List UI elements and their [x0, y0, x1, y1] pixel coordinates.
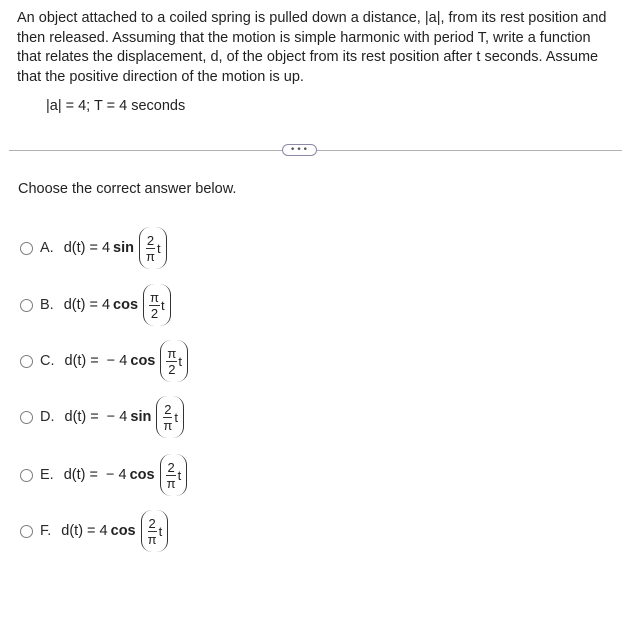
more-button[interactable]: ••• [282, 144, 317, 156]
time-variable: t [178, 353, 182, 369]
radio-f[interactable] [20, 525, 33, 538]
time-variable: t [161, 297, 165, 313]
option-f[interactable] [20, 509, 168, 553]
option-expression [65, 396, 184, 438]
fraction [147, 516, 158, 547]
option-letter: C. [40, 353, 55, 369]
function-name: cos [110, 523, 136, 539]
radio-d[interactable] [20, 411, 33, 424]
answer-prompt: Choose the correct answer below. [18, 181, 237, 197]
fraction-denominator: π [166, 475, 176, 491]
fraction-denominator: π [147, 531, 157, 547]
option-letter: E. [40, 467, 54, 483]
fraction-denominator: 2 [168, 361, 176, 377]
option-e[interactable] [20, 453, 187, 497]
parenthesized-argument [156, 396, 184, 438]
option-c[interactable] [20, 339, 188, 383]
time-variable: t [177, 467, 182, 483]
function-name: sin [113, 240, 134, 256]
fraction-denominator: π [163, 417, 173, 433]
fraction-numerator: 2 [146, 232, 155, 248]
option-letter: A. [40, 240, 54, 256]
expression-lhs: d(t) = − 4 [63, 467, 127, 483]
parenthesized-argument [160, 340, 188, 382]
parenthesized-argument [160, 454, 188, 496]
fraction-numerator: π [150, 289, 160, 305]
time-variable: t [156, 240, 161, 256]
question-text: An object attached to a coiled spring is pulled down a distance, |a|, from its rest position and then released. Assuming that the motion is simple harmonic with period T, write a function that relates the displacement, d, of the object from its rest position after t seconds. Assume that the positive direction of the motion is up. [17, 10, 607, 85]
expression-lhs: d(t) = − 4 [64, 353, 128, 369]
function-name: cos [129, 467, 155, 483]
function-name: cos [113, 297, 139, 313]
option-b[interactable] [20, 283, 171, 327]
fraction-denominator: π [146, 248, 155, 264]
radio-c[interactable] [20, 355, 33, 368]
time-variable: t [174, 409, 178, 425]
option-d[interactable] [20, 395, 184, 439]
function-name: sin [130, 409, 152, 425]
option-letter: D. [40, 409, 55, 425]
option-expression [65, 340, 188, 382]
fraction-numerator: π [167, 345, 177, 361]
fraction-numerator: 2 [167, 459, 175, 475]
fraction [166, 460, 177, 491]
expression-lhs: d(t) = 4 [61, 523, 108, 539]
option-expression [64, 284, 171, 326]
parenthesized-argument [139, 227, 167, 269]
fraction-numerator: 2 [164, 401, 172, 417]
fraction-numerator: 2 [148, 515, 156, 531]
expression-lhs: d(t) = 4 [63, 297, 111, 313]
option-expression [64, 454, 187, 496]
option-a[interactable] [20, 226, 167, 270]
time-variable: t [158, 523, 163, 539]
fraction [149, 290, 160, 321]
option-letter: B. [40, 297, 54, 313]
expression-lhs: d(t) = 4 [63, 240, 111, 256]
function-name: cos [130, 353, 156, 369]
parenthesized-argument [141, 510, 169, 552]
option-letter: F. [40, 523, 52, 539]
radio-b[interactable] [20, 299, 33, 312]
option-expression [64, 227, 167, 269]
fraction [162, 402, 173, 433]
fraction [166, 346, 177, 377]
option-expression [61, 510, 168, 552]
radio-e[interactable] [20, 469, 33, 482]
parenthesized-argument [143, 284, 171, 326]
radio-a[interactable] [20, 242, 33, 255]
fraction [145, 233, 156, 264]
fraction-denominator: 2 [150, 305, 159, 321]
expression-lhs: d(t) = − 4 [64, 409, 128, 425]
given-values: |a| = 4; T = 4 seconds [46, 98, 186, 114]
